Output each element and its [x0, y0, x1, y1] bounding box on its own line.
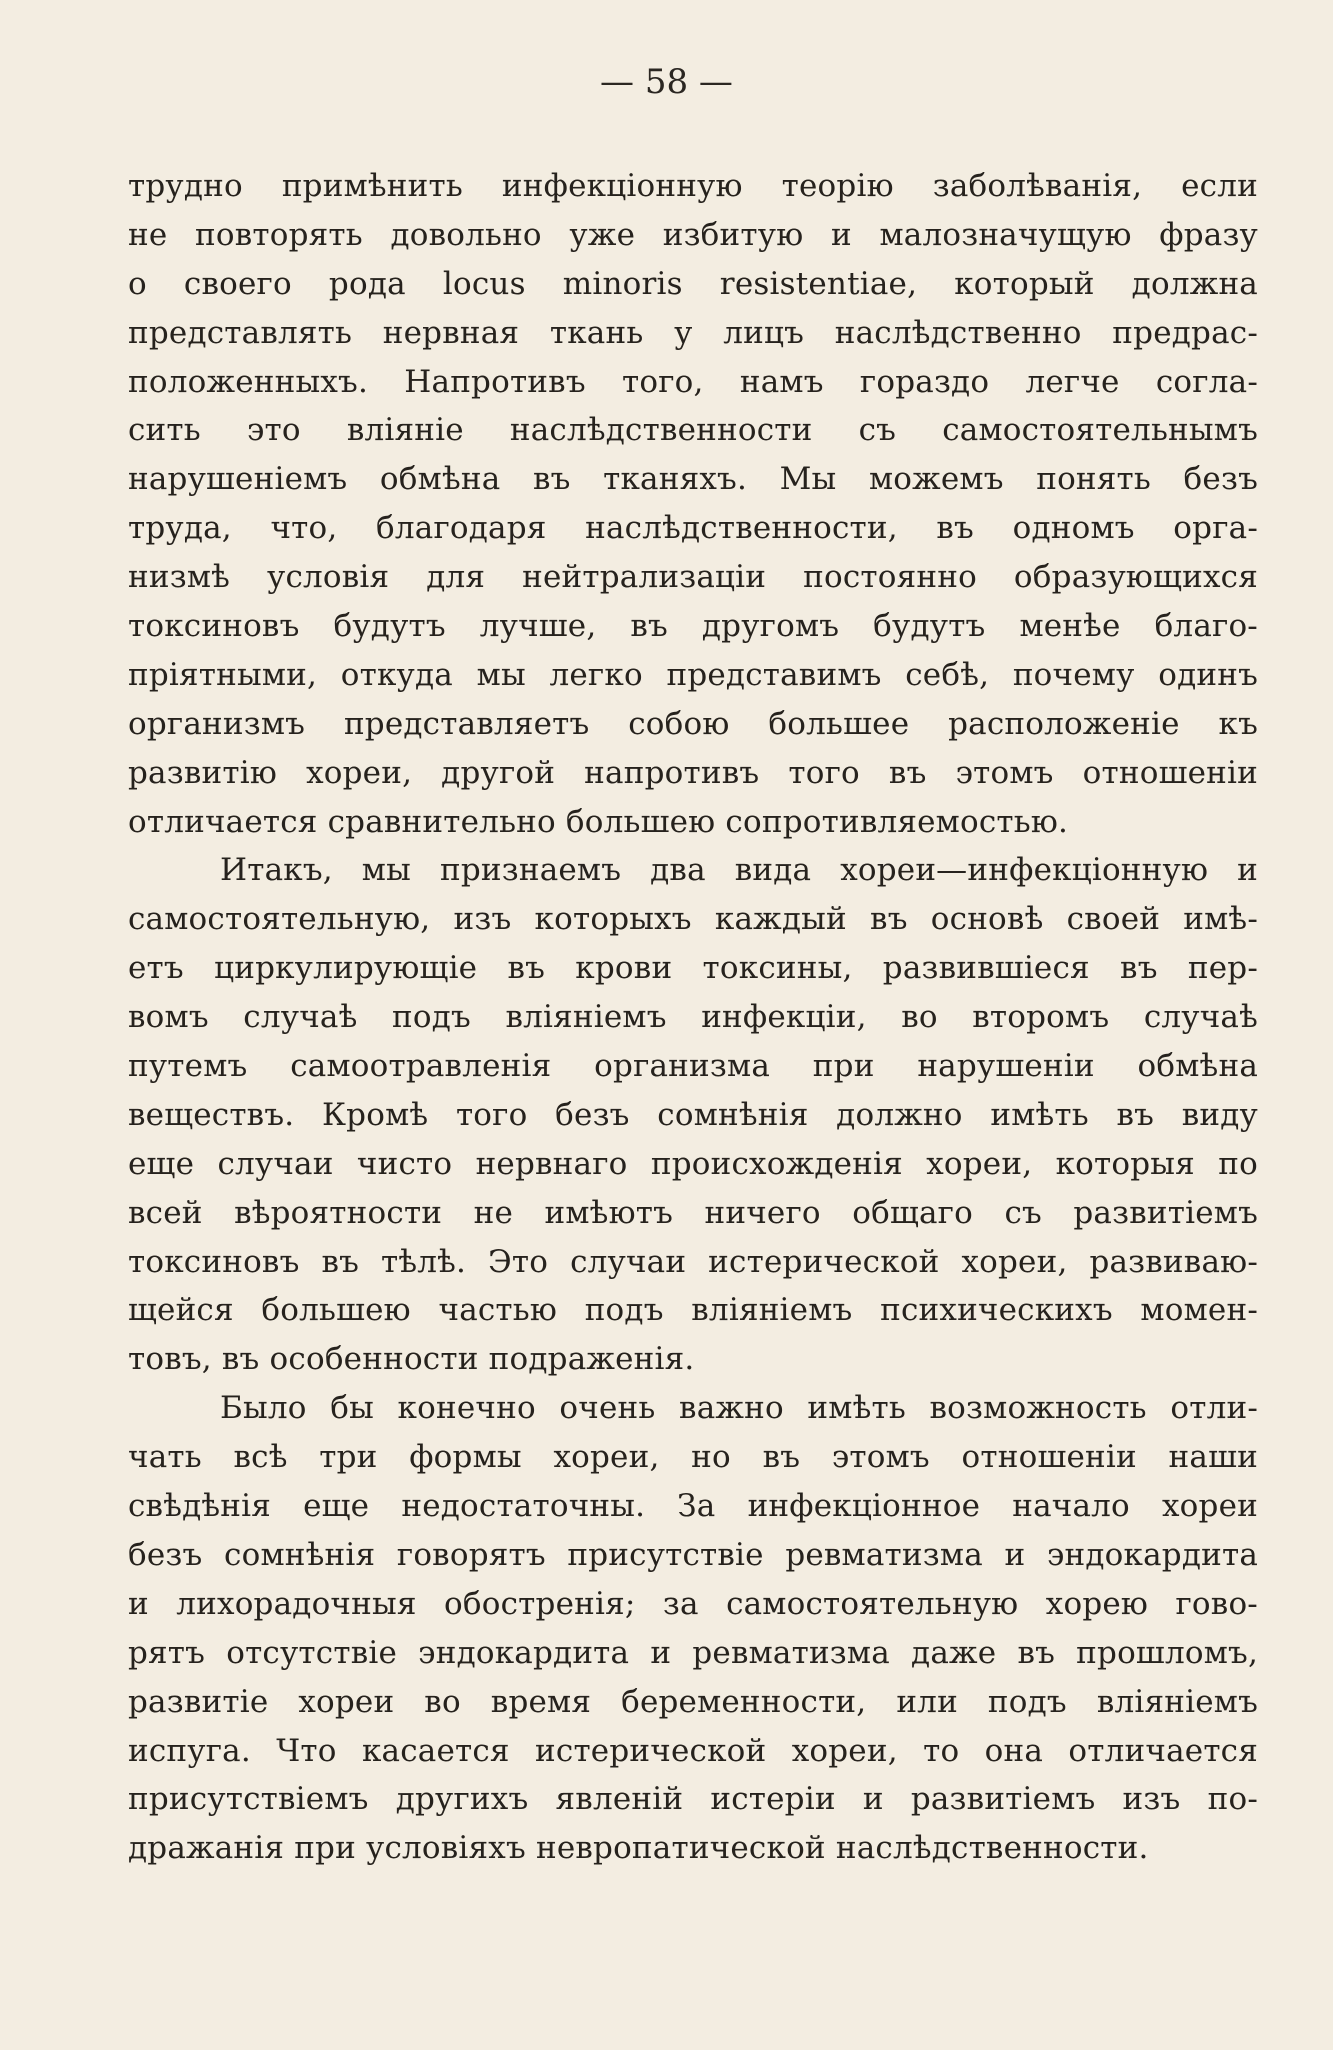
text-line: всей вѣроятности не имѣютъ ничего общаго съ развитіемъ — [128, 1194, 1258, 1231]
text-line: и лихорадочныя обостренія; за самостоятельную хорею гово- — [128, 1585, 1258, 1622]
body-text — [128, 162, 1258, 1873]
text-line: токсиновъ будутъ лучше, въ другомъ будутъ менѣе благо- — [128, 608, 1258, 645]
text-line: пріятными, откуда мы легко представимъ себѣ, почему одинъ — [128, 656, 1258, 693]
text-line: организмъ представляетъ собою большее расположеніе къ — [128, 705, 1258, 742]
text-line: представлять нервная ткань у лицъ наслѣдственно предрас- — [128, 314, 1258, 351]
text-line: нарушеніемъ обмѣна въ тканяхъ. Мы можемъ понять безъ — [128, 461, 1258, 498]
text-line: низмѣ условія для нейтрализаціи постоянно образующихся — [128, 559, 1258, 596]
text-line: путемъ самоотравленія организма при нарушеніи обмѣна — [128, 1048, 1258, 1085]
text-line: безъ сомнѣнія говорятъ присутствіе ревматизма и эндокардита — [128, 1536, 1258, 1573]
text-line: не повторять довольно уже избитую и малозначущую фразу — [128, 216, 1258, 253]
text-line: Итакъ, мы признаемъ два вида хореи—инфекціонную и — [220, 852, 1258, 889]
text-line: чать всѣ три формы хореи, но въ этомъ отношеніи наши — [128, 1439, 1258, 1476]
text-line: развитію хореи, другой напротивъ того въ этомъ отношеніи — [128, 754, 1258, 791]
text-line: о своего рода locus minoris resistentiae, который должна — [128, 265, 1258, 302]
text-line: вомъ случаѣ подъ вліяніемъ инфекціи, во второмъ случаѣ — [128, 999, 1258, 1036]
text-line: трудно примѣнить инфекціонную теорію заболѣванія, если — [128, 168, 1258, 204]
text-line: рятъ отсутствіе эндокардита и ревматизма даже въ прошломъ, — [128, 1634, 1258, 1671]
text-line: токсиновъ въ тѣлѣ. Это случаи истерической хореи, развиваю- — [128, 1243, 1258, 1280]
text-line: сить это вліяніе наслѣдственности съ самостоятельнымъ — [128, 412, 1258, 449]
text-line: развитіе хореи во время беременности, или подъ вліяніемъ — [128, 1683, 1258, 1720]
text-line: товъ, въ особенности подраженія. — [128, 1341, 695, 1378]
text-line: дражанія при условіяхъ невропатической наслѣдственности. — [128, 1830, 1149, 1867]
text-line: присутствіемъ другихъ явленій истеріи и развитіемъ изъ по- — [128, 1781, 1258, 1818]
text-line: положенныхъ. Напротивъ того, намъ гораздо легче согла- — [128, 363, 1258, 400]
text-line: труда, что, благодаря наслѣдственности, въ одномъ орга- — [128, 510, 1258, 547]
text-line: веществъ. Кромѣ того безъ сомнѣнія должно имѣть въ виду — [128, 1096, 1258, 1133]
text-line: самостоятельную, изъ которыхъ каждый въ основѣ своей имѣ- — [128, 901, 1258, 938]
text-line: щейся большею частью подъ вліяніемъ психическихъ момен- — [128, 1292, 1258, 1329]
text-line: отличается сравнительно большею сопротивляемостью. — [128, 803, 1069, 840]
text-line: испуга. Что касается истерической хореи, то она отличается — [128, 1732, 1258, 1769]
text-line: етъ циркулирующіе въ крови токсины, развившіеся въ пер- — [128, 950, 1258, 987]
text-line: Было бы конечно очень важно имѣть возможность отли- — [220, 1390, 1258, 1427]
text-line: еще случаи чисто нервнаго происхожденія хореи, которыя по — [128, 1145, 1258, 1182]
text-line: свѣдѣнія еще недостаточны. За инфекціонное начало хореи — [128, 1488, 1258, 1525]
page-number: — 58 — — [600, 62, 733, 102]
